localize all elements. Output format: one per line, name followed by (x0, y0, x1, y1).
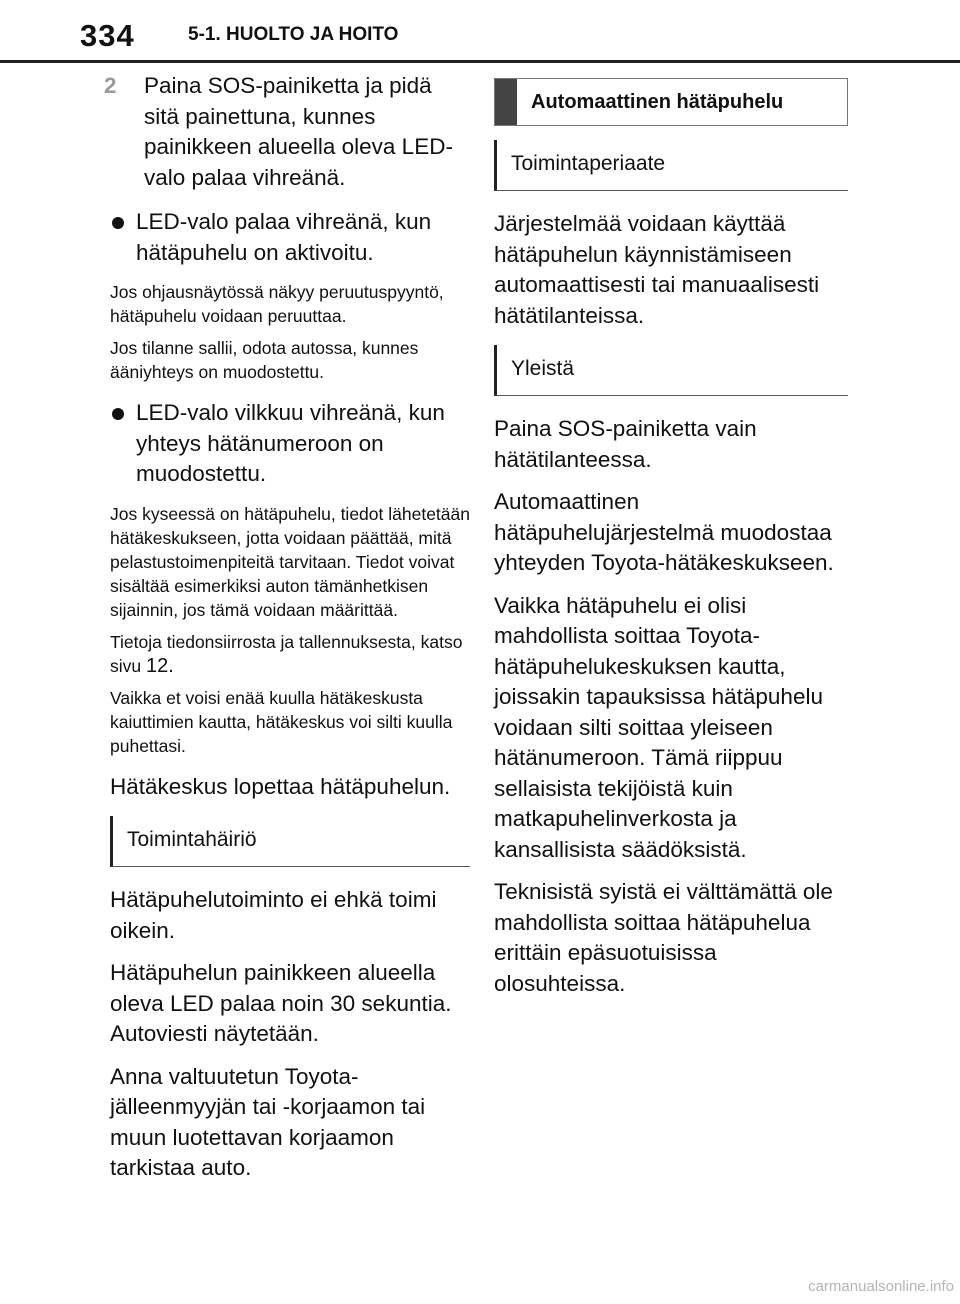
right-column (494, 66, 848, 1011)
body-paragraph: Hätäpuhelun painikkeen alueella oleva LED palaa noin 30 sekuntia. Autoviesti näytetään. (110, 960, 452, 1046)
section-title: 5-1. HUOLTO JA HOITO (188, 24, 399, 45)
step-number: 2 (104, 73, 117, 98)
body-paragraph: Vaikka hätäpuhelu ei olisi mahdollista soittaa Toyota-hätäpuhelukeskuksen kautta, joissakin tapauksissa hätäpuhelu voidaan silti soittaa yleiseen hätänumeroon. Tämä riippuu sellaisista tekijöistä kuin matkapuhelinverkosta ja kansallisista säädöksistä. (494, 592, 823, 862)
body-paragraph: Hätäpuhelutoiminto ei ehkä toimi oikein. (110, 887, 437, 943)
body-paragraph: Automaattinen hätäpuhelujärjestelmä muodostaa yhteyden Toyota-hätäkeskukseen. (494, 489, 834, 575)
bullet-item (110, 207, 470, 268)
body-paragraph: Anna valtuutetun Toyota-jälleenmyyjän tai -korjaamon tai muun luotettavan korjaamon tarkistaa auto. (110, 1063, 426, 1180)
note-paragraph: Jos tilanne sallii, odota autossa, kunnes ääniyhteys on muodostettu. (110, 338, 419, 382)
note-paragraph (110, 630, 470, 678)
note-paragraph: Jos kyseessä on hätäpuhelu, tiedot lähetetään hätäkeskukseen, jotta voidaan päättää, mitä pelastustoimenpiteitä tarvitaan. Tiedot voivat sisältää esimerkiksi auton tämänhetkisen sijainnin, jos tämä voidaan määrittää. (110, 503, 470, 620)
watermark-url: carmanualsonline.info (808, 1278, 954, 1295)
subheading-general: Yleistä (494, 345, 848, 396)
step-text: Paina SOS-painiketta ja pidä sitä painettuna, kunnes painikkeen alueella oleva LED-valo palaa vihreänä. (144, 73, 453, 190)
bullet-item (110, 398, 470, 490)
left-column (104, 66, 470, 1196)
body-paragraph: Järjestelmää voidaan käyttää hätäpuhelun käynnistämiseen automaattisesti tai manuaalisesti hätätilanteissa. (494, 211, 820, 328)
header-divider (0, 60, 960, 63)
page-header (0, 0, 960, 70)
subheading-principle: Toimintaperiaate (494, 140, 848, 191)
step-2 (104, 71, 470, 193)
page-reference-link[interactable]: 12. (146, 654, 174, 677)
note-text: Tietoja tiedonsiirrosta ja tallennuksesta, katso sivu (110, 631, 463, 676)
bullet-dot-icon (112, 408, 124, 420)
note-paragraph: Jos ohjausnäytössä näkyy peruutuspyyntö, hätäpuhelu voidaan peruuttaa. (110, 282, 444, 326)
body-paragraph: Paina SOS-painiketta vain hätätilanteessa. (494, 416, 757, 472)
bullet-text: LED-valo palaa vihreänä, kun hätäpuhelu on aktivoitu. (136, 209, 432, 265)
note-paragraph: Vaikka et voisi enää kuulla hätäkeskusta kaiuttimien kautta, hätäkeskus voi silti kuulla puhettasi. (110, 687, 453, 756)
block-heading-title: Automaattinen hätäpuhelu (531, 90, 784, 113)
block-heading (494, 78, 848, 126)
body-paragraph: Hätäkeskus lopettaa hätäpuhelun. (110, 773, 451, 799)
body-paragraph: Teknisistä syistä ei välttämättä ole mahdollista soittaa hätäpuhelua erittäin epäsuotuisissa olosuhteissa. (494, 879, 833, 996)
bullet-text: LED-valo vilkkuu vihreänä, kun yhteys hätänumeroon on muodostettu. (136, 400, 445, 486)
bullet-dot-icon (112, 217, 124, 229)
page-number: 334 (80, 18, 135, 53)
heading-marker (495, 79, 517, 125)
subheading-malfunction: Toimintahäiriö (110, 816, 470, 867)
